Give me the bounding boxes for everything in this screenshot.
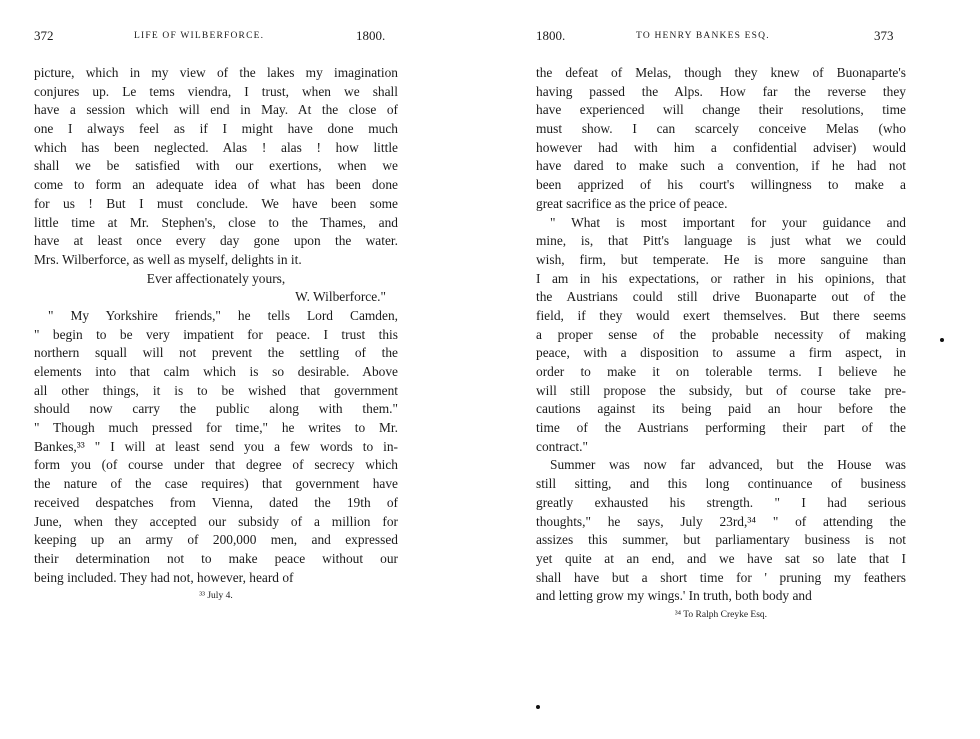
text-line: form you (of course under that degree of secrecy which	[34, 457, 398, 473]
text-line: peace, with a disposition to assume a firm aspect, in	[536, 345, 906, 361]
text-line: however had with him a confidential adviser) would	[536, 139, 906, 155]
scan-speck	[940, 338, 944, 342]
text-line: been apprized of his court's willingness to make a	[536, 177, 906, 193]
text-line: having passed the Alps. How far the reverse they	[536, 83, 906, 99]
letter-closing: Ever affectionately yours,	[146, 270, 286, 286]
text-line: June, when they accepted our subsidy of a million for	[34, 513, 398, 529]
right-page-number: 373	[874, 28, 894, 43]
text-line: Bankes,³³ " I will at least send you a few words to in-	[34, 438, 398, 454]
text-line: and letting grow my wings.' In truth, both body and	[536, 588, 812, 604]
text-line: the nature of the case requires) that government have	[34, 476, 398, 492]
text-line: one I always feel as if I might have done much	[34, 121, 398, 137]
text-line: thoughts," he says, July 23rd,³⁴ " of attending the	[536, 513, 906, 529]
text-line: contract."	[536, 438, 588, 454]
text-line: " My Yorkshire friends," he tells Lord Camden,	[48, 307, 398, 323]
text-line: I am in his expectations, or rather in his opinions, that	[536, 270, 906, 286]
text-line: must show. I can scarcely conceive Melas (who	[536, 121, 906, 137]
text-line: elements into that calm which is so desirable. Above	[34, 364, 398, 379]
text-line: yet quite at an end, and we have sat so late that I	[536, 550, 906, 566]
text-line: order to make it on tolerable terms. I believe he	[536, 364, 906, 379]
text-line: the Austrians could still drive Buonaparte out of the	[536, 289, 906, 305]
text-line: wish, firm, but temperate. He is more sanguine than	[536, 251, 906, 267]
left-page-number: 372	[34, 28, 54, 43]
right-page-body	[536, 64, 906, 606]
text-line: great sacrifice as the price of peace.	[536, 195, 728, 211]
text-line: should now carry the public along with them."	[34, 401, 398, 417]
text-line: greatly exhausted his strength. " I had serious	[536, 494, 906, 510]
text-line: have experienced will change their resolutions, time	[536, 102, 906, 118]
text-line: " What is most important for your guidance and	[550, 214, 906, 230]
right-year: 1800.	[536, 28, 566, 43]
text-line: Mrs. Wilberforce, as well as myself, delights in it.	[34, 251, 302, 267]
right-page-header	[536, 28, 906, 50]
text-line: assizes this summer, but parliamentary business is not	[536, 532, 906, 548]
scan-speck	[536, 705, 540, 709]
text-line: time of the Austrians performing their part of the	[536, 420, 906, 436]
left-footnote: ³³ July 4.	[199, 591, 233, 602]
text-line: shall we be satisfied with our exertions, when we	[34, 158, 398, 174]
text-line: picture, which in my view of the lakes my imagination	[34, 65, 398, 80]
text-line: being included. They had not, however, heard of	[34, 569, 294, 585]
text-line: have at least once every day gone upon the water.	[34, 233, 398, 249]
right-running-head: TO HENRY BANKES ESQ.	[636, 31, 770, 41]
text-line: will still propose the subsidy, but of course take pre-	[536, 382, 906, 398]
text-line: which has been neglected. Alas ! alas ! how little	[34, 139, 398, 155]
text-line: come to form an adequate idea of what has been done	[34, 177, 398, 193]
text-line: their determination not to make peace without our	[34, 550, 398, 566]
text-line: the defeat of Melas, though they knew of Buonaparte's	[536, 65, 906, 80]
text-line: all other things, it is to be wished that government	[34, 382, 398, 398]
text-line: mine, is, that Pitt's language is just what we could	[536, 233, 906, 249]
text-line: little time at Mr. Stephen's, close to the Thames, and	[34, 214, 398, 230]
text-line: field, if they would exert themselves. But there seems	[536, 307, 906, 323]
text-line: " begin to be very impatient for peace. I trust this	[34, 326, 398, 342]
text-line: still sitting, and this long continuance of business	[536, 476, 906, 492]
text-line: cautions against its being paid an hour before the	[536, 401, 906, 417]
text-line: a proper sense of the probable necessity of making	[536, 326, 906, 342]
text-line: have dared to make such a convention, if he had not	[536, 158, 906, 174]
left-page	[34, 28, 398, 601]
left-year: 1800.	[356, 28, 386, 43]
letter-signature: W. Wilberforce."	[295, 289, 386, 305]
text-line: shall have but a short time for ' pruning my feathers	[536, 569, 906, 585]
text-line: " Though much pressed for time," he writes to Mr.	[34, 420, 398, 436]
text-line: have a session which will end in May. At the close of	[34, 102, 398, 118]
text-line: keeping up an army of 200,000 men, and expressed	[34, 532, 398, 548]
right-page	[536, 28, 906, 620]
text-line: conjures up. Le tems viendra, I trust, when we shall	[34, 83, 398, 99]
text-line: for us ! But I must conclude. We have been some	[34, 195, 398, 211]
right-footnote: ³⁴ To Ralph Creyke Esq.	[674, 609, 768, 620]
text-line: Summer was now far advanced, but the House was	[550, 457, 906, 473]
left-running-head: LIFE OF WILBERFORCE.	[134, 31, 265, 41]
text-line: received despatches from Vienna, dated the 19th of	[34, 494, 398, 510]
text-line: northern squall will not prevent the settling of the	[34, 345, 398, 361]
left-page-body	[34, 64, 398, 587]
left-page-header	[34, 28, 398, 50]
